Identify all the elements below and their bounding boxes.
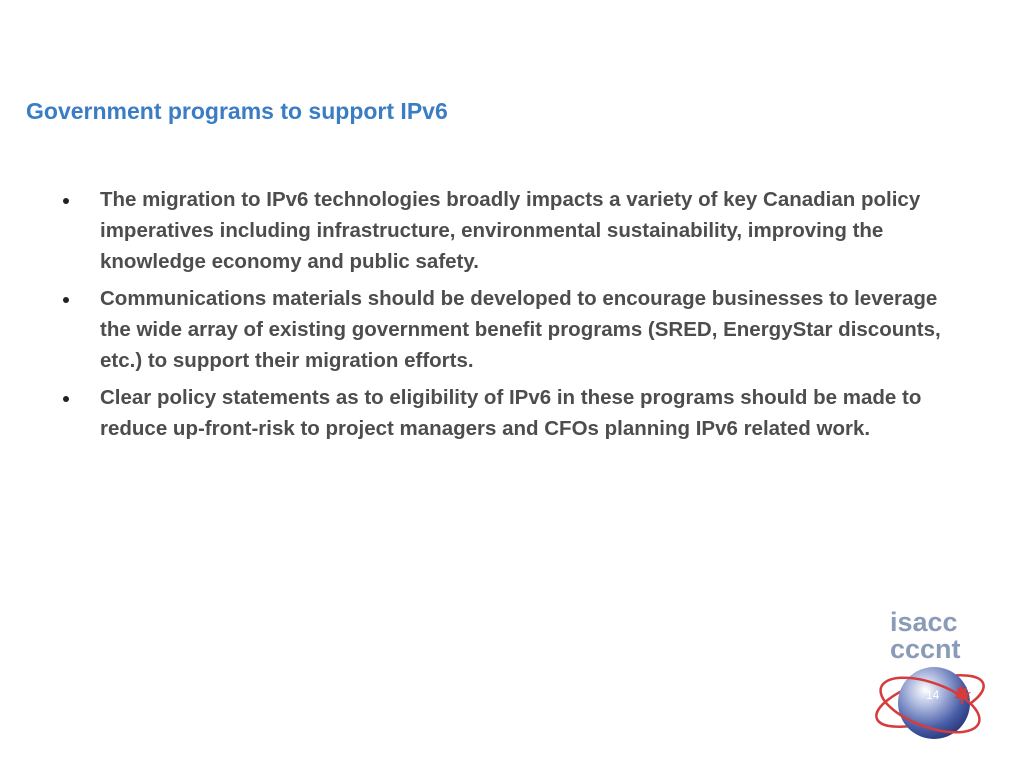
- bullet-text: Communications materials should be developed to encourage businesses to leverage the wide array of existing government benefit programs (SRED, EnergyStar discounts, etc.) to support their migration efforts.: [100, 287, 941, 372]
- bullet-item: [60, 184, 960, 277]
- maple-leaf-globe-icon: [870, 661, 990, 747]
- bullet-text: The migration to IPv6 technologies broadly impacts a variety of key Canadian policy imperatives including infrastructure, environmental sustainability, improving the knowledge economy and public safety.: [100, 188, 921, 273]
- isacc-logo: [870, 605, 990, 750]
- logo-text-isacc: isacc: [890, 607, 958, 637]
- bullet-dot-icon: [63, 396, 69, 402]
- bullet-item: [60, 283, 960, 376]
- page-number: 14: [926, 688, 940, 702]
- bullet-text: Clear policy statements as to eligibility of IPv6 in these programs should be made to reduce up-front-risk to project managers and CFOs planning IPv6 related work.: [100, 386, 922, 440]
- bullet-list: [60, 184, 960, 450]
- logo-text-cccnt: cccnt: [890, 634, 961, 664]
- bullet-item: [60, 382, 960, 444]
- slide-title: Government programs to support IPv6: [26, 98, 448, 124]
- bullet-dot-icon: [63, 198, 69, 204]
- bullet-dot-icon: [63, 297, 69, 303]
